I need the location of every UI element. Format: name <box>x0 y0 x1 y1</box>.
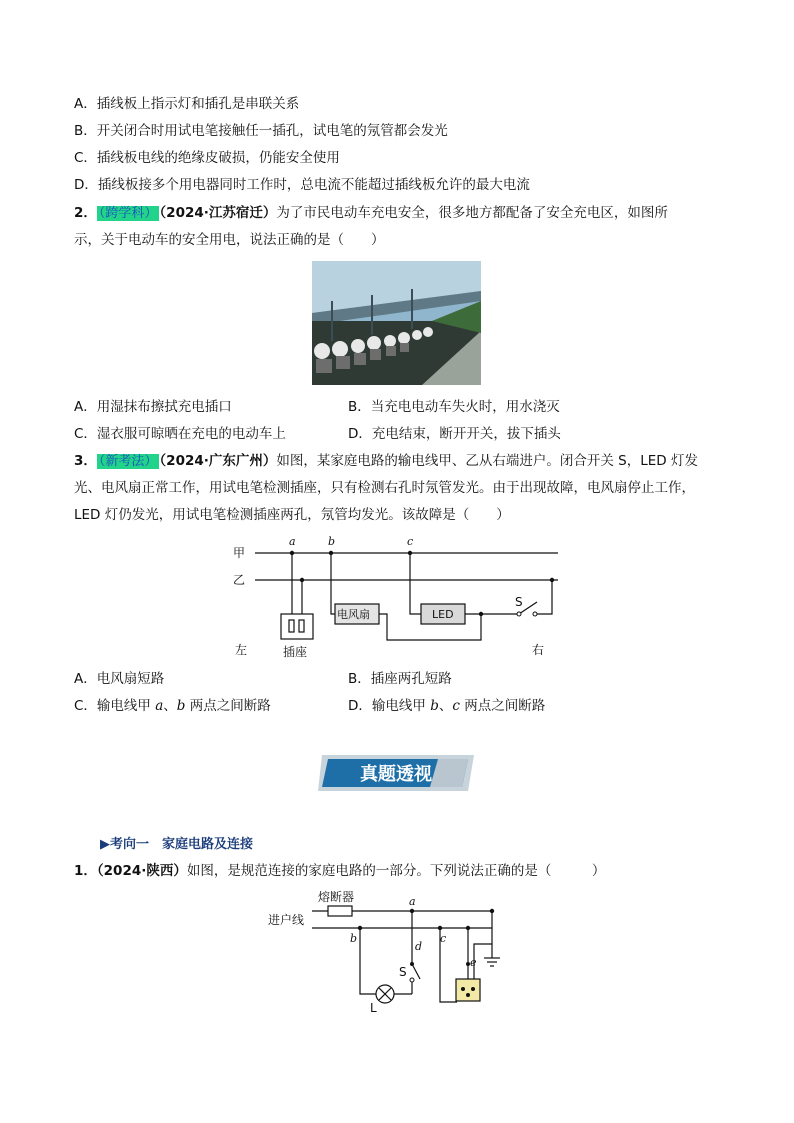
q2-option-c: C．湿衣服可晾晒在充电的电动车上 <box>74 426 286 442</box>
q3-point-a: a <box>289 535 296 548</box>
q3-point-c: c <box>407 535 414 548</box>
q3-option-c-point-b: b <box>176 698 186 714</box>
q3-option-d-pre: D．输电线甲 <box>348 698 431 714</box>
p1-source: （2024·陕西） <box>96 863 187 879</box>
section-banner <box>318 753 476 793</box>
p1-point-a: a <box>409 895 416 908</box>
q3-label-led: LED <box>432 608 454 621</box>
banner-title: 真题透视 <box>360 764 432 785</box>
p1-point-b: b <box>350 932 358 945</box>
q3-option-d-point-b: b <box>430 698 439 714</box>
q2-stem-line1 <box>74 204 668 223</box>
q3-stem-line1 <box>74 452 698 471</box>
p1-point-c: c <box>440 932 447 945</box>
q3-option-c-sep: 、 <box>163 698 177 714</box>
q1-option-a: A．插线板上指示灯和插孔是串联关系 <box>74 96 300 112</box>
q3-source: （2024·广东广州） <box>159 453 277 469</box>
p1-label-lamp: L <box>370 1001 377 1015</box>
p1-label-inlet: 进户线 <box>268 913 305 927</box>
p1-stem-text: 如图，是规范连接的家庭电路的一部分。下列说法正确的是（ ） <box>186 863 606 879</box>
q3-circuit-diagram <box>225 530 570 660</box>
p1-label-switch: S <box>399 965 407 979</box>
q3-option-c-point-a: a <box>155 698 164 714</box>
q3-option-c-pre: C．输电线甲 <box>74 698 156 714</box>
p1-circuit-diagram <box>262 884 532 1016</box>
q1-option-d: D．插线板接多个用电器同时工作时，总电流不能超过插线板允许的最大电流 <box>74 177 530 193</box>
q3-label-jia: 甲 <box>233 546 246 560</box>
q3-option-d-post: 两点之间断路 <box>459 698 546 714</box>
q2-tag: （跨学科） <box>98 206 158 221</box>
q3-number: 3． <box>74 453 97 469</box>
charging-area-photo-art <box>312 261 481 385</box>
q2-source: （2024·江苏宿迁） <box>159 205 277 221</box>
q2-option-b: B．当充电电动车失火时，用水浇灭 <box>348 399 560 415</box>
p1-stem <box>74 862 605 880</box>
q1-option-b: B．开关闭合时用试电笔接触任一插孔，试电笔的氖管都会发光 <box>74 123 448 139</box>
p1-point-d: d <box>415 940 423 953</box>
q2-stem-text: 为了市民电动车充电安全，很多地方都配备了安全充电区，如图所 <box>276 205 668 221</box>
q3-option-a: A．电风扇短路 <box>74 671 165 687</box>
q3-stem-line3: LED 灯仍发光，用试电笔检测插座两孔，氖管均发光。该故障是（ ） <box>74 507 510 523</box>
q3-label-socket: 插座 <box>283 645 308 659</box>
q3-stem-text: 如图，某家庭电路的输电线甲、乙从右端进户。闭合开关 S，LED 灯发 <box>276 453 698 469</box>
q3-option-d <box>348 697 545 715</box>
charging-area-photo <box>312 261 481 385</box>
q3-option-b: B．插座两孔短路 <box>348 671 452 687</box>
q3-label-switch: S <box>515 595 523 609</box>
q2-stem-line2: 示，关于电动车的安全用电，说法正确的是（ ） <box>74 232 385 248</box>
q1-option-c: C．插线板电线的绝缘皮破损，仍能安全使用 <box>74 150 340 166</box>
section-heading: ▶考向一 家庭电路及连接 <box>100 837 253 852</box>
p1-label-fuse: 熔断器 <box>318 890 355 904</box>
q3-tag: （新考法） <box>98 454 158 469</box>
p1-point-e: e <box>470 956 477 969</box>
q3-option-d-point-c: c <box>452 698 460 714</box>
q3-stem-line2: 光、电风扇正常工作，用试电笔检测插座，只有检测右孔时氖管发光。由于出现故障，电风扇停止工作， <box>74 480 695 496</box>
q2-number: 2． <box>74 205 97 221</box>
q3-label-left: 左 <box>235 643 248 657</box>
p1-number: 1． <box>74 863 97 879</box>
q2-option-a: A．用湿抹布擦拭充电插口 <box>74 399 232 415</box>
q3-option-d-sep: 、 <box>438 698 453 714</box>
q3-label-yi: 乙 <box>233 573 246 587</box>
q3-option-c-post: 两点之间断路 <box>185 698 271 714</box>
q3-point-b: b <box>328 535 336 548</box>
q3-label-right: 右 <box>532 643 545 657</box>
q3-option-c <box>74 697 271 715</box>
q3-label-fan: 电风扇 <box>337 608 370 621</box>
q2-option-d: D．充电结束，断开开关，拔下插头 <box>348 426 561 442</box>
